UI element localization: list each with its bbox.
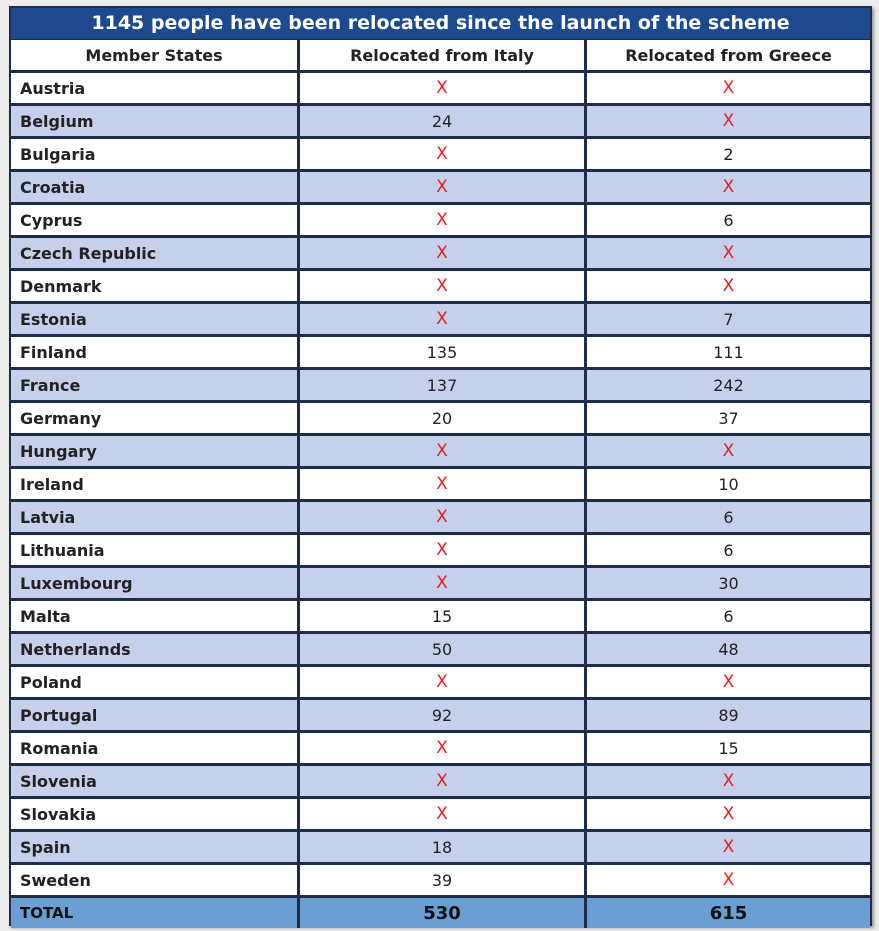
table-row [11, 139, 870, 169]
member-state-cell: Romania [11, 733, 297, 763]
table-row [11, 766, 870, 796]
member-state-cell: Latvia [11, 502, 297, 532]
greece-value-cell: 10 [584, 469, 870, 499]
italy-none-cross: X [297, 502, 584, 532]
greece-none-cross: X [584, 436, 870, 466]
table-row [11, 865, 870, 895]
italy-none-cross: X [297, 205, 584, 235]
greece-none-cross: X [584, 172, 870, 202]
member-state-cell: Netherlands [11, 634, 297, 664]
italy-none-cross: X [297, 535, 584, 565]
greece-value-cell: 6 [584, 205, 870, 235]
italy-value-cell: 15 [297, 601, 584, 631]
relocation-table [11, 37, 870, 931]
greece-value-cell: 242 [584, 370, 870, 400]
table-row [11, 502, 870, 532]
greece-value-cell: 30 [584, 568, 870, 598]
greece-none-cross: X [584, 106, 870, 136]
table-row [11, 172, 870, 202]
member-state-cell: Lithuania [11, 535, 297, 565]
table-row [11, 370, 870, 400]
greece-none-cross: X [584, 271, 870, 301]
greece-none-cross: X [584, 799, 870, 829]
member-state-cell: Luxembourg [11, 568, 297, 598]
member-state-cell: Germany [11, 403, 297, 433]
header-member-states: Member States [11, 40, 297, 70]
greece-value-cell: 7 [584, 304, 870, 334]
total-greece: 615 [584, 898, 870, 928]
member-state-cell: Ireland [11, 469, 297, 499]
italy-value-cell: 137 [297, 370, 584, 400]
table-row [11, 73, 870, 103]
header-italy: Relocated from Italy [297, 40, 584, 70]
table-row [11, 469, 870, 499]
greece-none-cross: X [584, 73, 870, 103]
italy-value-cell: 20 [297, 403, 584, 433]
italy-none-cross: X [297, 667, 584, 697]
member-state-cell: Hungary [11, 436, 297, 466]
table-row [11, 436, 870, 466]
greece-value-cell: 2 [584, 139, 870, 169]
italy-value-cell: 39 [297, 865, 584, 895]
greece-value-cell: 6 [584, 535, 870, 565]
italy-none-cross: X [297, 271, 584, 301]
member-state-cell: Czech Republic [11, 238, 297, 268]
header-greece: Relocated from Greece [584, 40, 870, 70]
italy-none-cross: X [297, 238, 584, 268]
member-state-cell: Slovakia [11, 799, 297, 829]
italy-none-cross: X [297, 304, 584, 334]
member-state-cell: Denmark [11, 271, 297, 301]
greece-none-cross: X [584, 832, 870, 862]
total-row [11, 898, 870, 928]
greece-none-cross: X [584, 865, 870, 895]
table-row [11, 238, 870, 268]
italy-none-cross: X [297, 766, 584, 796]
table-row [11, 601, 870, 631]
table-row [11, 535, 870, 565]
table-row [11, 733, 870, 763]
italy-none-cross: X [297, 568, 584, 598]
table-row [11, 304, 870, 334]
member-state-cell: Bulgaria [11, 139, 297, 169]
member-state-cell: Malta [11, 601, 297, 631]
italy-none-cross: X [297, 799, 584, 829]
table-row [11, 667, 870, 697]
table-row [11, 832, 870, 862]
member-state-cell: Austria [11, 73, 297, 103]
total-italy: 530 [297, 898, 584, 928]
greece-none-cross: X [584, 667, 870, 697]
table-row [11, 106, 870, 136]
table-row [11, 271, 870, 301]
greece-value-cell: 48 [584, 634, 870, 664]
member-state-cell: Poland [11, 667, 297, 697]
member-state-cell: Cyprus [11, 205, 297, 235]
total-label: TOTAL [11, 898, 297, 928]
greece-value-cell: 6 [584, 502, 870, 532]
greece-none-cross: X [584, 238, 870, 268]
table-title: 1145 people have been relocated since the launch of the scheme [11, 8, 870, 39]
italy-none-cross: X [297, 73, 584, 103]
greece-value-cell: 6 [584, 601, 870, 631]
greece-none-cross: X [584, 766, 870, 796]
member-state-cell: Finland [11, 337, 297, 367]
table-row [11, 634, 870, 664]
italy-value-cell: 18 [297, 832, 584, 862]
member-state-cell: France [11, 370, 297, 400]
italy-value-cell: 92 [297, 700, 584, 730]
table-row [11, 403, 870, 433]
italy-none-cross: X [297, 469, 584, 499]
member-state-cell: Estonia [11, 304, 297, 334]
table-row [11, 205, 870, 235]
greece-value-cell: 111 [584, 337, 870, 367]
italy-value-cell: 24 [297, 106, 584, 136]
table-row [11, 799, 870, 829]
member-state-cell: Sweden [11, 865, 297, 895]
italy-none-cross: X [297, 139, 584, 169]
italy-none-cross: X [297, 733, 584, 763]
greece-value-cell: 15 [584, 733, 870, 763]
table-row [11, 337, 870, 367]
table-row [11, 568, 870, 598]
italy-none-cross: X [297, 436, 584, 466]
italy-value-cell: 50 [297, 634, 584, 664]
table-row [11, 700, 870, 730]
header-row [11, 40, 870, 70]
italy-none-cross: X [297, 172, 584, 202]
table-body [11, 73, 870, 928]
member-state-cell: Croatia [11, 172, 297, 202]
member-state-cell: Slovenia [11, 766, 297, 796]
italy-value-cell: 135 [297, 337, 584, 367]
greece-value-cell: 89 [584, 700, 870, 730]
member-state-cell: Belgium [11, 106, 297, 136]
greece-value-cell: 37 [584, 403, 870, 433]
member-state-cell: Spain [11, 832, 297, 862]
member-state-cell: Portugal [11, 700, 297, 730]
